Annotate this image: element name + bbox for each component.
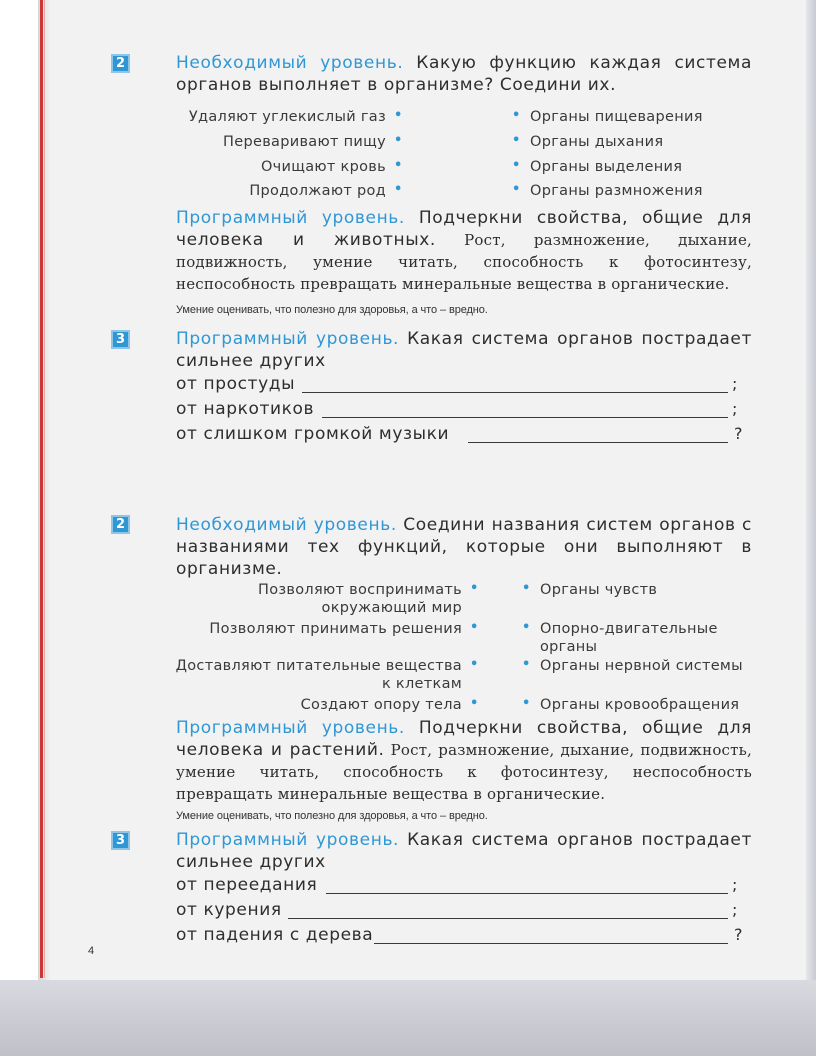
match-dot[interactable]: •	[470, 620, 479, 635]
function-item: Позволяют воспринимать окружающий мир	[258, 582, 462, 616]
function-item: Позволяют принимать решения	[209, 621, 462, 637]
row-end-mark: ;	[732, 900, 738, 919]
level-label: Необходимый уровень.	[176, 53, 404, 73]
match-dot[interactable]: •	[394, 108, 403, 123]
skill-note: Умение оценивать, что полезно для здоровья, а что – вредно.	[176, 304, 488, 316]
organ-system-item: Органы нервной системы	[540, 658, 743, 674]
answer-line[interactable]	[468, 442, 728, 443]
level-label: Программный уровень.	[176, 718, 405, 738]
answer-line[interactable]	[288, 918, 728, 919]
row-end-mark: ?	[734, 424, 743, 443]
match-dot[interactable]: •	[512, 133, 521, 148]
answer-row-label: от простуды	[176, 374, 296, 394]
answer-row-label: от слишком громкой музыки	[176, 424, 450, 444]
task-2-prompt	[176, 514, 752, 580]
match-dot[interactable]: •	[512, 182, 521, 197]
function-item: Доставляют питательные вещества к клеткам	[175, 658, 462, 692]
properties-list[interactable]: Рост, размножение, дыхание, подвижность, умение читать, способность к фотосинтезу, неспособность превращать минеральные вещества в органические.	[176, 231, 752, 293]
function-item: Удаляют углекислый газ	[188, 109, 386, 125]
level-label: Программный уровень.	[176, 208, 405, 228]
match-dot[interactable]: •	[394, 133, 403, 148]
task-number-badge: 2	[111, 515, 130, 534]
answer-line[interactable]	[302, 392, 728, 393]
organ-system-item: Органы кровообращения	[540, 697, 740, 713]
match-dot[interactable]: •	[522, 581, 531, 596]
row-end-mark: ?	[734, 925, 743, 944]
row-end-mark: ;	[732, 875, 738, 894]
organ-system-item: Органы пищеварения	[530, 109, 703, 125]
match-dot[interactable]: •	[522, 657, 531, 672]
program-task-prompt	[176, 717, 752, 805]
match-dot[interactable]: •	[470, 581, 479, 596]
skill-note: Умение оценивать, что полезно для здоровья, а что – вредно.	[176, 810, 488, 822]
answer-row-label: от падения с дерева	[176, 925, 374, 945]
level-label: Необходимый уровень.	[176, 515, 397, 535]
task-2-prompt	[176, 52, 752, 96]
task-3-prompt	[176, 829, 752, 873]
task-text: Какая система органов пострадает сильнее других	[176, 830, 752, 872]
organ-system-item: Органы чувств	[540, 582, 658, 598]
organ-system-item: Органы размножения	[530, 183, 703, 199]
task-text: Какая система органов пострадает сильнее других	[176, 329, 752, 371]
task-text: Подчеркни свойства, общие для человека и растений.	[176, 718, 752, 760]
match-dot[interactable]: •	[394, 158, 403, 173]
answer-line[interactable]	[374, 943, 728, 944]
task-text: Какую функцию каждая система органов выполняет в организме? Соедини их.	[176, 53, 752, 95]
page-edge-red-thin	[44, 0, 45, 978]
task-text: Подчеркни свойства, общие для человека и животных.	[176, 208, 752, 250]
task-text: Соедини названия систем органов с названиями тех функций, которые они выполняют в организме.	[176, 515, 752, 579]
row-end-mark: ;	[732, 399, 738, 418]
scan-margin-right	[806, 0, 816, 1056]
scan-margin-bottom	[0, 980, 816, 1056]
function-item: Продолжают род	[249, 183, 386, 199]
match-dot[interactable]: •	[512, 158, 521, 173]
match-dot[interactable]: •	[522, 620, 531, 635]
level-label: Программный уровень.	[176, 830, 400, 850]
match-dot[interactable]: •	[470, 696, 479, 711]
task-number-badge: 3	[111, 330, 130, 349]
task-number-badge: 3	[111, 831, 130, 850]
match-dot[interactable]: •	[470, 657, 479, 672]
answer-row-label: от переедания	[176, 875, 318, 895]
organ-system-item: Опорно-двигательные органы	[540, 621, 718, 655]
task-number-badge: 2	[111, 54, 130, 73]
level-label: Программный уровень.	[176, 329, 400, 349]
answer-line[interactable]	[322, 417, 728, 418]
answer-row-label: от наркотиков	[176, 399, 315, 419]
organ-system-item: Органы выделения	[530, 159, 683, 175]
function-item: Создают опору тела	[300, 697, 462, 713]
answer-line[interactable]	[326, 893, 728, 894]
task-3-prompt	[176, 328, 752, 372]
function-item: Очищают кровь	[260, 159, 386, 175]
match-dot[interactable]: •	[512, 108, 521, 123]
function-item: Переваривают пищу	[223, 134, 386, 150]
row-end-mark: ;	[732, 374, 738, 393]
match-dot[interactable]: •	[522, 696, 531, 711]
program-task-prompt	[176, 207, 752, 295]
properties-list[interactable]: Рост, размножение, дыхание, подвижность, умение читать, способность к фотосинтезу, неспособность превращать минеральные вещества в органические.	[176, 741, 752, 803]
page-number: 4	[88, 945, 95, 957]
organ-system-item: Органы дыхания	[530, 134, 664, 150]
answer-row-label: от курения	[176, 900, 282, 920]
match-dot[interactable]: •	[394, 182, 403, 197]
page-edge-red	[40, 0, 43, 978]
